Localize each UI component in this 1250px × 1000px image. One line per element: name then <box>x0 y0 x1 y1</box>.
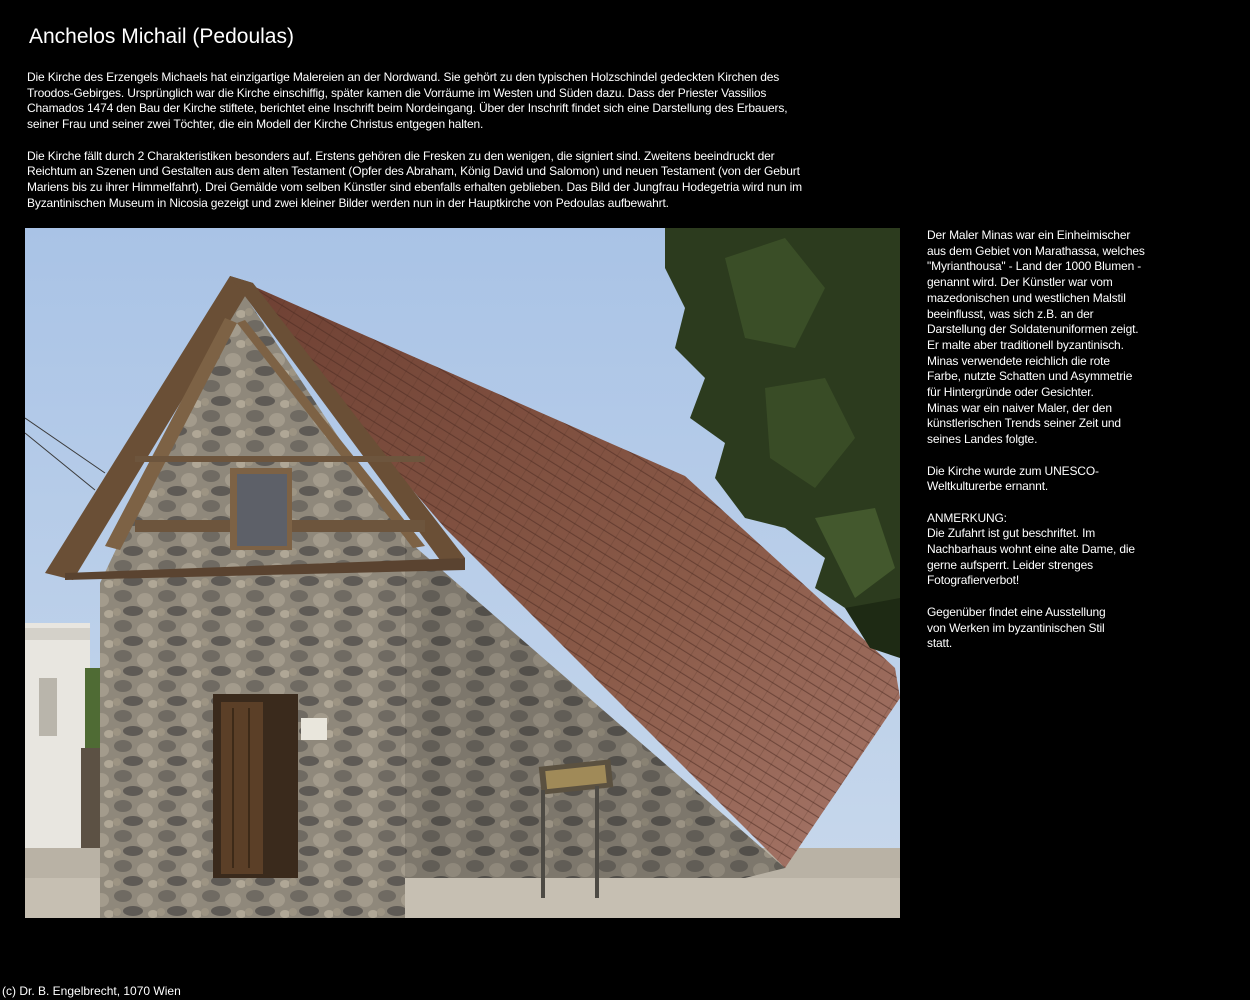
copyright-footer: (c) Dr. B. Engelbrecht, 1070 Wien <box>2 984 181 998</box>
note-heading: ANMERKUNG: <box>927 510 1007 525</box>
painter-line: Der Maler Minas war ein Einheimischer <box>927 228 1131 242</box>
painter-line: aus dem Gebiet von Marathassa, welches <box>927 243 1145 258</box>
painter-line: künstlerischen Trends seiner Zeit und <box>927 416 1121 431</box>
painter-line: Er malte aber traditionell byzantinisch. <box>927 337 1124 352</box>
church-photo <box>25 228 900 918</box>
painter-line: genannt wird. Der Künstler war vom <box>927 275 1113 290</box>
painter-line: Darstellung der Soldatenuniformen zeigt. <box>927 322 1139 337</box>
painter-line: Minas war ein naiver Maler, der den <box>927 400 1112 415</box>
note-line: gerne aufsperrt. Leider strenges <box>927 557 1093 572</box>
exhibition-line: von Werken im byzantinischen Stil <box>927 620 1105 635</box>
unesco-line: Weltkulturerbe ernannt. <box>927 479 1049 494</box>
note-line: Nachbarhaus wohnt eine alte Dame, die <box>927 542 1135 557</box>
sidebar-text <box>927 228 1162 652</box>
unesco-paragraph <box>927 464 1162 495</box>
exhibition-line: Gegenüber findet eine Ausstellung <box>927 604 1106 619</box>
unesco-line: Die Kirche wurde zum UNESCO- <box>927 463 1099 478</box>
intro-paragraph-1: Die Kirche des Erzengels Michaels hat einzigartige Malereien an der Nordwand. Sie gehört zu den typischen Holzschindel gedeckten Kirchen des Troodos-Gebirges. Ursprünglich war die Kirche einschiffig, später kamen die Vorräume im Westen und Süden dazu. Dass der Priester Vassilios Chamados 1474 den Bau der Kirche stiftete, berichtet eine Inschrift beim Nordeingang. Über der Inschrift findet sich eine Darstellung des Erbauers, seiner Frau und seiner zwei Töchter, die ein Modell der Kirche Christus entgegen halten. <box>27 70 788 132</box>
painter-line: für Hintergründe oder Gesichter. <box>927 385 1094 400</box>
note-line: Die Zufahrt ist gut beschriftet. Im <box>927 526 1096 541</box>
exhibition-paragraph <box>927 605 1162 652</box>
intro-text <box>27 70 817 211</box>
painter-line: Minas verwendete reichlich die rote <box>927 353 1110 368</box>
note-line: Fotografierverbot! <box>927 573 1020 588</box>
painter-line: Farbe, nutzte Schatten und Asymmetrie <box>927 369 1133 384</box>
note-paragraph <box>927 511 1162 590</box>
painter-line: mazedonischen und westlichen Malstil <box>927 290 1126 305</box>
intro-paragraph-2: Die Kirche fällt durch 2 Charakteristiken besonders auf. Erstens gehören die Fresken zu den wenigen, die signiert sind. Zweitens beeindruckt der Reichtum an Szenen und Gestalten aus dem alten Testament (Opfer des Abraham, König David und Salomon) und neuen Testament (von der Geburt Mariens bis zu ihrer Himmelfahrt). Drei Gemälde vom selben Künstler sind ebenfalls erhalten geblieben. Das Bild der Jungfrau Hodegetria wird nun im Byzantinischen Museum in Nicosia gezeigt und zwei kleiner Bilder werden nun in der Hauptkirche von Pedoulas aufbewahrt. <box>27 148 802 210</box>
painter-line: seines Landes folgte. <box>927 432 1038 447</box>
painter-line: beeinflusst, was sich z.B. an der <box>927 306 1094 321</box>
exhibition-line: statt. <box>927 636 953 651</box>
page-title: Anchelos Michail (Pedoulas) <box>29 25 294 48</box>
painter-line: "Myrianthousa" - Land der 1000 Blumen - <box>927 259 1142 274</box>
painter-paragraph <box>927 228 1162 448</box>
